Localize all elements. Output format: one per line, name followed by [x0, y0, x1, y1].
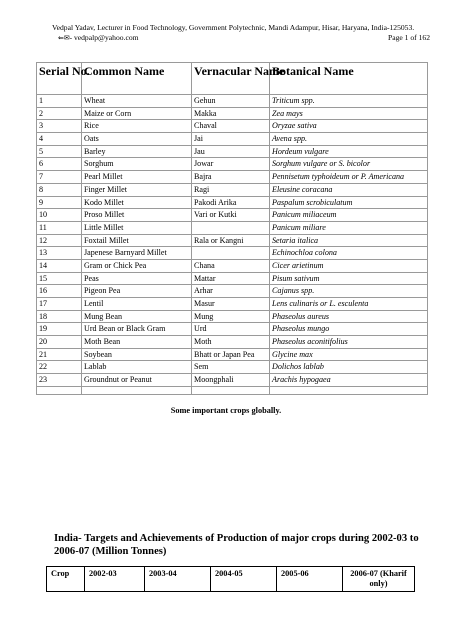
- botanical-name-cell: Setaria italica: [270, 234, 428, 247]
- table-row: [37, 298, 428, 311]
- botanical-name-cell: Pennisetum typhoideum or P. Americana: [270, 171, 428, 184]
- table-row: [37, 272, 428, 285]
- table-row: [37, 310, 428, 323]
- vernacular-name-cell: Chaval: [192, 120, 270, 133]
- common-name-cell: Pigeon Pea: [82, 285, 192, 298]
- prod-header-2004-05: 2004-05: [211, 567, 277, 592]
- crops-table: [36, 62, 428, 395]
- botanical-name-cell: Oryzae sativa: [270, 120, 428, 133]
- botanical-name-cell: Eleusine coracana: [270, 183, 428, 196]
- common-name-cell: Barley: [82, 145, 192, 158]
- table-row: [37, 234, 428, 247]
- serial-cell: 6: [37, 158, 82, 171]
- common-name-cell: Gram or Chick Pea: [82, 259, 192, 272]
- common-name-cell: Proso Millet: [82, 209, 192, 222]
- table-row: [37, 361, 428, 374]
- vernacular-name-cell: [192, 221, 270, 234]
- vernacular-name-cell: Jau: [192, 145, 270, 158]
- serial-cell: 8: [37, 183, 82, 196]
- common-name-cell: Lablab: [82, 361, 192, 374]
- vernacular-name-cell: Vari or Kutki: [192, 209, 270, 222]
- botanical-name-cell: Triticum spp.: [270, 95, 428, 108]
- common-name-cell: Pearl Millet: [82, 171, 192, 184]
- vernacular-name-cell: [192, 247, 270, 260]
- common-name-cell: Urd Bean or Black Gram: [82, 323, 192, 336]
- header-serial: Serial No.: [37, 63, 82, 95]
- botanical-name-cell: Glycine max: [270, 348, 428, 361]
- serial-cell: 7: [37, 171, 82, 184]
- table-row: [37, 183, 428, 196]
- vernacular-name-cell: Mung: [192, 310, 270, 323]
- common-name-cell: Japenese Barnyard Millet: [82, 247, 192, 260]
- common-name-cell: Moth Bean: [82, 336, 192, 349]
- botanical-name-cell: Lens culinaris or L. esculenta: [270, 298, 428, 311]
- botanical-name-cell: Dolichos lablab: [270, 361, 428, 374]
- botanical-name-cell: Pisum sativum: [270, 272, 428, 285]
- common-name-cell: Finger Millet: [82, 183, 192, 196]
- serial-cell: 21: [37, 348, 82, 361]
- page-number: Page 1 of 162: [388, 33, 430, 42]
- author-line: Vedpal Yadav, Lecturer in Food Technology, Government Polytechnic, Mandi Adampur, Hisar, Haryana, India-125053.: [52, 23, 415, 32]
- botanical-name-cell: Echinochloa colona: [270, 247, 428, 260]
- table-row: [37, 95, 428, 108]
- serial-cell: 14: [37, 259, 82, 272]
- vernacular-name-cell: Makka: [192, 107, 270, 120]
- table-caption: Some important crops globally.: [170, 406, 282, 415]
- table-row: [37, 145, 428, 158]
- serial-cell: 3: [37, 120, 82, 133]
- serial-cell: 17: [37, 298, 82, 311]
- serial-cell: 12: [37, 234, 82, 247]
- vernacular-name-cell: Jowar: [192, 158, 270, 171]
- serial-cell: 5: [37, 145, 82, 158]
- botanical-name-cell: Panicum miliare: [270, 221, 428, 234]
- table-header-row: [37, 63, 428, 95]
- botanical-name-cell: Avena spp.: [270, 133, 428, 146]
- table-row: [37, 323, 428, 336]
- common-name-cell: Wheat: [82, 95, 192, 108]
- serial-cell: 11: [37, 221, 82, 234]
- table-row-empty: [37, 386, 428, 394]
- table-row: [37, 221, 428, 234]
- common-name-cell: Peas: [82, 272, 192, 285]
- header-vernacular-name: Vernacular Name: [192, 63, 270, 95]
- serial-cell: 9: [37, 196, 82, 209]
- vernacular-name-cell: Chana: [192, 259, 270, 272]
- vernacular-name-cell: Pakodi Arika: [192, 196, 270, 209]
- empty-cell: [192, 386, 270, 394]
- vernacular-name-cell: Gehun: [192, 95, 270, 108]
- header-botanical-name: Botanical Name: [270, 63, 428, 95]
- botanical-name-cell: Hordeum vulgare: [270, 145, 428, 158]
- serial-cell: 13: [37, 247, 82, 260]
- vernacular-name-cell: Jai: [192, 133, 270, 146]
- botanical-name-cell: Phaseolus aconitifolius: [270, 336, 428, 349]
- table-row: [37, 158, 428, 171]
- table-row: [37, 374, 428, 387]
- vernacular-name-cell: Urd: [192, 323, 270, 336]
- serial-cell: 22: [37, 361, 82, 374]
- empty-cell: [270, 386, 428, 394]
- table-row: [37, 336, 428, 349]
- section-title: India- Targets and Achievements of Production of major crops during 2002-03 to 2006-07 (Million Tonnes): [54, 533, 419, 557]
- vernacular-name-cell: Moth: [192, 336, 270, 349]
- serial-cell: 2: [37, 107, 82, 120]
- email-contact: [58, 33, 139, 43]
- vernacular-name-cell: Bhatt or Japan Pea: [192, 348, 270, 361]
- crops-table-body: [37, 95, 428, 395]
- prod-header-crop: Crop: [47, 567, 85, 592]
- common-name-cell: Foxtail Millet: [82, 234, 192, 247]
- serial-cell: 18: [37, 310, 82, 323]
- vernacular-name-cell: Moongphali: [192, 374, 270, 387]
- vernacular-name-cell: Mattar: [192, 272, 270, 285]
- common-name-cell: Rice: [82, 120, 192, 133]
- empty-cell: [37, 386, 82, 394]
- serial-cell: 1: [37, 95, 82, 108]
- common-name-cell: Maize or Corn: [82, 107, 192, 120]
- table-row: [37, 171, 428, 184]
- table-row: [37, 196, 428, 209]
- prod-header-2006-07: 2006-07 (Kharif only): [343, 567, 415, 592]
- botanical-name-cell: Paspalum scrobiculatum: [270, 196, 428, 209]
- common-name-cell: Lentil: [82, 298, 192, 311]
- common-name-cell: Kodo Millet: [82, 196, 192, 209]
- table-row: [37, 133, 428, 146]
- common-name-cell: Sorghum: [82, 158, 192, 171]
- header-common-name: Common Name: [82, 63, 192, 95]
- botanical-name-cell: Cajanus spp.: [270, 285, 428, 298]
- vernacular-name-cell: Rala or Kangni: [192, 234, 270, 247]
- common-name-cell: Mung Bean: [82, 310, 192, 323]
- serial-cell: 20: [37, 336, 82, 349]
- botanical-name-cell: Sorghum vulgare or S. bicolor: [270, 158, 428, 171]
- common-name-cell: Oats: [82, 133, 192, 146]
- envelope-icon: ⇐✉-: [58, 34, 73, 42]
- serial-cell: 23: [37, 374, 82, 387]
- table-row: [37, 285, 428, 298]
- prod-header-2003-04: 2003-04: [145, 567, 211, 592]
- table-row: [37, 247, 428, 260]
- page-header: [52, 23, 430, 43]
- header-meta: [52, 33, 430, 43]
- serial-cell: 15: [37, 272, 82, 285]
- production-header-row: [47, 567, 415, 592]
- serial-cell: 16: [37, 285, 82, 298]
- botanical-name-cell: Zea mays: [270, 107, 428, 120]
- common-name-cell: Little Millet: [82, 221, 192, 234]
- prod-header-2005-06: 2005-06: [277, 567, 343, 592]
- botanical-name-cell: Phaseolus aureus: [270, 310, 428, 323]
- table-row: [37, 107, 428, 120]
- serial-cell: 4: [37, 133, 82, 146]
- table-row: [37, 348, 428, 361]
- botanical-name-cell: Arachis hypogaea: [270, 374, 428, 387]
- vernacular-name-cell: Arhar: [192, 285, 270, 298]
- common-name-cell: Soybean: [82, 348, 192, 361]
- serial-cell: 10: [37, 209, 82, 222]
- vernacular-name-cell: Sem: [192, 361, 270, 374]
- botanical-name-cell: Panicum miliaceum: [270, 209, 428, 222]
- table-row: [37, 120, 428, 133]
- email-text[interactable]: vedpalp@yahoo.com: [73, 33, 139, 42]
- prod-header-2002-03: 2002-03: [85, 567, 145, 592]
- serial-cell: 19: [37, 323, 82, 336]
- empty-cell: [82, 386, 192, 394]
- botanical-name-cell: Cicer arietinum: [270, 259, 428, 272]
- production-table: [46, 566, 415, 592]
- table-row: [37, 259, 428, 272]
- vernacular-name-cell: Bajra: [192, 171, 270, 184]
- common-name-cell: Groundnut or Peanut: [82, 374, 192, 387]
- botanical-name-cell: Phaseolus mungo: [270, 323, 428, 336]
- vernacular-name-cell: Masur: [192, 298, 270, 311]
- vernacular-name-cell: Ragi: [192, 183, 270, 196]
- table-row: [37, 209, 428, 222]
